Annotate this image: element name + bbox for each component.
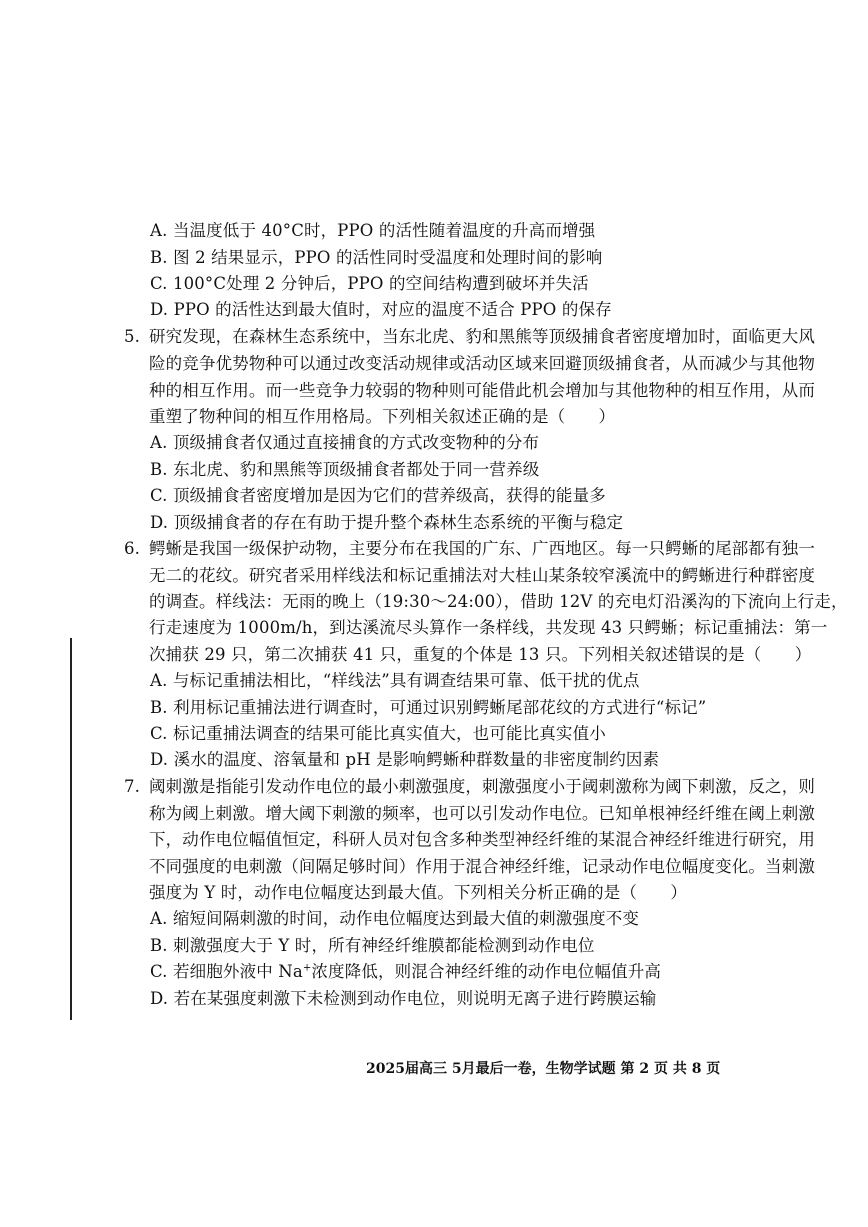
q7-option-b: B. 刺激强度大于 Y 时，所有神经纤维膜都能检测到动作电位 [150, 936, 595, 955]
page-footer: 2025届高三 5月最后一卷，生物学试题 第 2 页 共 8 页 [366, 1061, 721, 1077]
q6-stem-line: 次捕获 29 只，第二次捕获 41 只，重复的个体是 13 只。下列相关叙述错误的是（ ） [149, 645, 812, 664]
q5-number: 5. [124, 327, 141, 346]
q5-stem-line: 种的相互作用。而一些竞争力较弱的物种则可能借此机会增加与其他物种的相互作用，从而 [149, 381, 815, 400]
q5-stem-line: 重塑了物种间的相互作用格局。下列相关叙述正确的是（ ） [149, 407, 616, 426]
q7-stem-text: 阈刺激是指能引发动作电位的最小刺激强度，刺激强度小于阈刺激称为阈下刺激，反之，则 [149, 777, 815, 796]
q7-option-c-text-rest: 浓度降低，则混合神经纤维的动作电位幅值升高 [311, 962, 662, 981]
q6-stem-line: 无二的花纹。研究者采用样线法和标记重捕法对大桂山某条较窄溪流中的鳄蜥进行种群密度 [149, 566, 815, 585]
sodium-charge-sup: + [302, 962, 312, 974]
q6-option-d: D. 溪水的温度、溶氧量和 pH 是影响鳄蜥种群数量的非密度制约因素 [150, 750, 660, 769]
q7-stem-line: 下，动作电位幅值恒定，科研人员对包含多种类型神经纤维的某混合神经纤维进行研究，用 [149, 830, 815, 849]
q7-stem-line: 称为阈上刺激。增大阈下刺激的频率，也可以引发动作电位。已知单根神经纤维在阈上刺激 [149, 804, 815, 823]
q6-stem-text: 鳄蜥是我国一级保护动物，主要分布在我国的广东、广西地区。每一只鳄蜥的尾部都有独一 [149, 539, 815, 558]
q5-stem-line [124, 324, 815, 350]
q7-stem-line [124, 774, 815, 800]
q4-option-a: A. 当温度低于 40°C时，PPO 的活性随着温度的升高而增强 [150, 221, 596, 240]
q7-option-d: D. 若在某强度刺激下未检测到动作电位，则说明无离子进行跨膜运输 [150, 989, 657, 1008]
q6-stem-line: 的调查。样线法：无雨的晚上（19:30～24:00），借助 12V 的充电灯沿溪沟的下流向上行走， [149, 592, 848, 611]
q4-option-b: B. 图 2 结果显示，PPO 的活性同时受温度和处理时间的影响 [150, 248, 603, 267]
q7-option-a: A. 缩短间隔刺激的时间，动作电位幅度达到最大值的刺激强度不变 [150, 909, 640, 928]
q5-stem-text: 研究发现，在森林生态系统中，当东北虎、豹和黑熊等顶级捕食者密度增加时，面临更大风 [149, 327, 815, 346]
q4-option-c: C. 100°C处理 2 分钟后，PPO 的空间结构遭到破坏并失活 [150, 274, 589, 293]
q6-stem-line: 行走速度为 1000m/h，到达溪流尽头算作一条样线，共发现 43 只鳄蜥；标记重捕法：第一 [149, 618, 828, 637]
q6-option-b: B. 利用标记重捕法进行调查时，可通过识别鳄蜥尾部花纹的方式进行“标记” [150, 698, 707, 717]
q5-option-a: A. 顶级捕食者仅通过直接捕食的方式改变物种的分布 [150, 433, 540, 452]
q6-option-c: C. 标记重捕法调查的结果可能比真实值大，也可能比真实值小 [150, 724, 606, 743]
q6-stem-line [124, 536, 815, 562]
q5-option-c: C. 顶级捕食者密度增加是因为它们的营养级高，获得的能量多 [150, 486, 606, 505]
q7-option-c-text: C. 若细胞外液中 Na [150, 962, 303, 981]
q5-option-b: B. 东北虎、豹和黑熊等顶级捕食者都处于同一营养级 [150, 460, 540, 479]
q7-option-c [150, 959, 661, 985]
q6-number: 6. [124, 539, 141, 558]
q7-stem-line: 强度为 Y 时，动作电位幅度达到最大值。下列相关分析正确的是（ ） [149, 883, 687, 902]
q7-stem-line: 不同强度的电刺激（间隔足够时间）作用于混合神经纤维，记录动作电位幅度变化。当刺激 [149, 857, 815, 876]
q5-option-d: D. 顶级捕食者的存在有助于提升整个森林生态系统的平衡与稳定 [150, 513, 624, 532]
q6-option-a: A. 与标记重捕法相比，“样线法”具有调查结果可靠、低干扰的优点 [150, 671, 640, 690]
q5-stem-line: 险的竞争优势物种可以通过改变活动规律或活动区域来回避顶级捕食者，从而减少与其他物 [149, 354, 815, 373]
q7-number: 7. [124, 777, 141, 796]
q4-option-d: D. PPO 的活性达到最大值时，对应的温度不适合 PPO 的保存 [150, 300, 612, 319]
margin-rule-line [70, 638, 72, 1020]
